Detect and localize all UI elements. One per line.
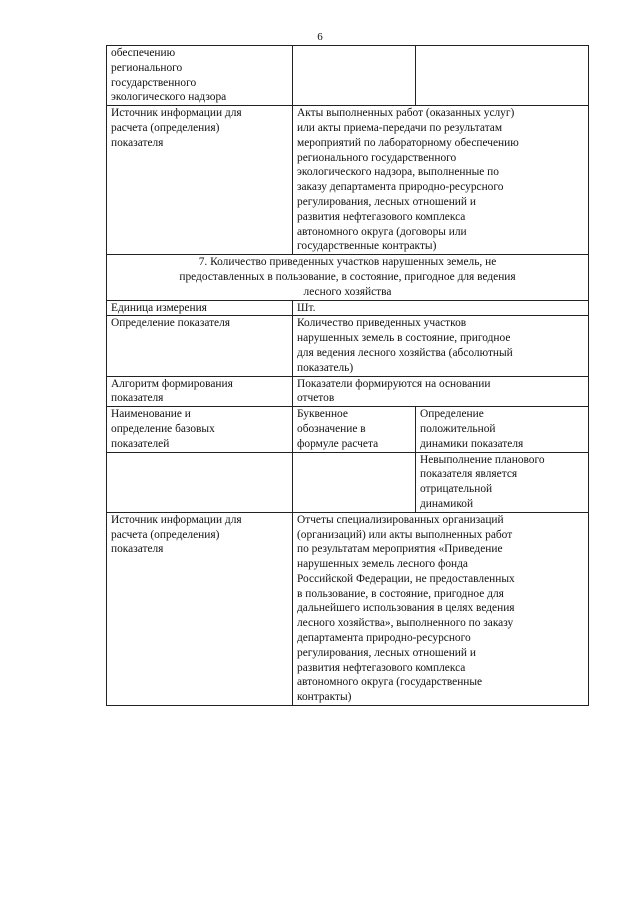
- definition-value: Количество приведенных участков нарушенных земель в состояние, пригодное для ведения лесного хозяйства (абсолютный показатель): [297, 317, 513, 374]
- unit-value-cell: [293, 300, 589, 316]
- definition-label-cell: [107, 316, 293, 376]
- negative-dynamics-value: Невыполнение планового показателя является отрицательной динамикой: [420, 453, 545, 510]
- base-label-cell: [107, 407, 293, 452]
- base-indicators-label: Наименование и определение базовых показателей: [111, 408, 215, 450]
- algorithm-value-cell: [293, 376, 589, 407]
- negative-value-cell: [416, 452, 589, 512]
- source-label: Источник информации для расчета (определения) показателя: [111, 107, 242, 149]
- unit-label-cell: [107, 300, 293, 316]
- section-7-title-cell: [107, 255, 589, 300]
- continuation-label-cell: [107, 46, 293, 106]
- unit-value: Шт.: [297, 301, 316, 314]
- algorithm-label: Алгоритм формирования показателя: [111, 377, 233, 405]
- algorithm-value: Показатели формируются на основании отчетов: [297, 377, 491, 405]
- table-row-source: [107, 106, 589, 255]
- source-value-cell: [293, 106, 589, 255]
- table-row-base-indicators-values: [107, 452, 589, 512]
- table-row-definition: [107, 316, 589, 376]
- unit-label: Единица измерения: [111, 301, 207, 314]
- table-row-unit: [107, 300, 589, 316]
- source-2-value-cell: [293, 512, 589, 705]
- empty-cell: [416, 46, 589, 106]
- algorithm-label-cell: [107, 376, 293, 407]
- empty-cell: [293, 46, 416, 106]
- table-row-source-2: [107, 512, 589, 705]
- source-2-value: Отчеты специализированных организаций (организаций) или акты выполненных работ по результатам мероприятия «Приведение нарушенных земель лесного фонда Российской Федерации, не предоставленных в пользование, в состояние, пригодное для дальнейшего использования в целях ведения лесного хозяйства», выполненного по заказу департамента природно-ресурсного регулирования, лесных отношений и развития нефтегазового комплекса автономного округа (государственные контракты): [297, 513, 515, 704]
- positive-label-cell: [416, 407, 589, 452]
- definition-value-cell: [293, 316, 589, 376]
- table-row-continuation: [107, 46, 589, 106]
- source-label-cell: [107, 106, 293, 255]
- empty-cell: [293, 452, 416, 512]
- letter-designation-label: Буквенное обозначение в формуле расчета: [297, 408, 379, 450]
- table-row-algorithm: [107, 376, 589, 407]
- source-2-label-cell: [107, 512, 293, 705]
- definition-label: Определение показателя: [111, 317, 231, 330]
- page-number: 6: [317, 31, 323, 43]
- source-value: Акты выполненных работ (оказанных услуг) или акты приема-передачи по результатам мероприятий по лабораторному обеспечению регионального государственного экологического надзора, выполненные по заказу департамента природно-ресурсного регулирования, лесных отношений и развития нефтегазового комплекса автономного округа (договоры или государственные контракты): [297, 107, 519, 253]
- indicator-table: [106, 45, 589, 706]
- empty-cell: [107, 452, 293, 512]
- positive-dynamics-label: Определение положительной динамики показателя: [420, 408, 524, 450]
- section-7-title: 7. Количество приведенных участков нарушенных земель, не предоставленных в пользование, в состояние, пригодное для ведения лесного хозяйства: [179, 256, 516, 298]
- source-2-label: Источник информации для расчета (определения) показателя: [111, 513, 242, 556]
- table-row-section-7: [107, 255, 589, 300]
- continuation-label: обеспечению регионального государственного экологического надзора: [111, 47, 227, 104]
- table-row-base-indicators-header: [107, 407, 589, 452]
- letter-label-cell: [293, 407, 416, 452]
